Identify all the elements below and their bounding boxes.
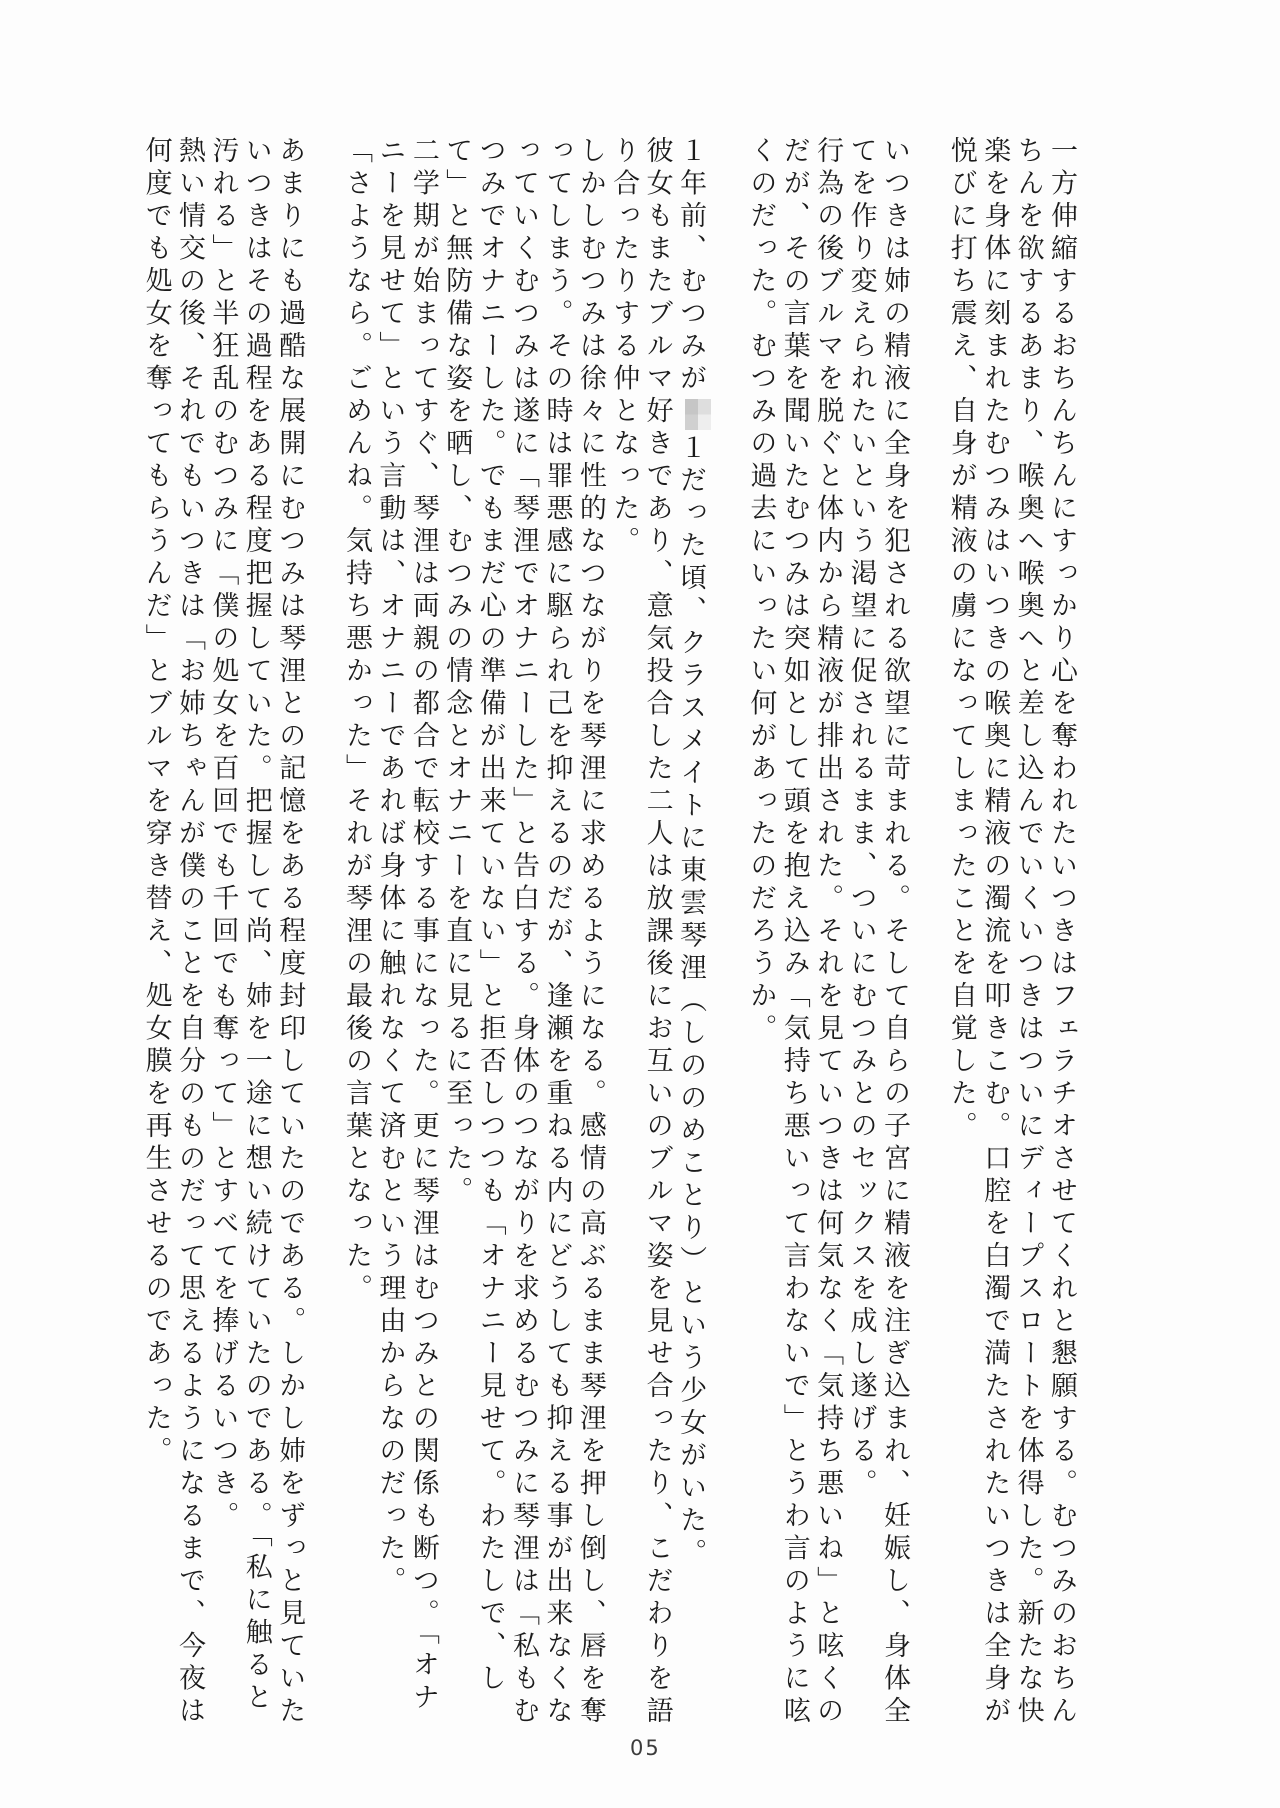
text-block	[139, 136, 1078, 1732]
paragraph-4-before-censor: １年前、むつみが	[675, 136, 707, 396]
paragraph-2: いつきは姉の精液に全身を犯される欲望に苛まれる。そして自らの子宮に精液を注ぎ込まれ、妊娠し、身体全てを作り変えられたいという渇望に促されるまま、ついにむつみとのセックスを成し遂げる。	[845, 136, 910, 1729]
paragraph-10: 熱い情交の後、それでもいつきは「お姉ちゃんが僕のことを自分のものだって思えるようになるまで、今夜は何度でも処女を奪ってもらうんだ」とブルマを穿き替え、処女膜を再生させるのであった。	[140, 136, 205, 1729]
paragraph-1: 一方伸縮するおちんちんにすっかり心を奪われたいつきはフェラチオさせてくれと懇願する。むつみのおちんちんを欲するあまり、喉奥へ喉奥へと差し込んでいくいつきはついにディープスロートを体得した。新たな快楽を身体に刻まれたむつみはいつきの喉奥に精液の濁流を叩きこむ。口腔を白濁で満たされたいつきは全身が悦びに打ち震え、自身が精液の虜になってしまったことを自覚した。	[945, 136, 1077, 1729]
censor-mosaic	[685, 399, 711, 430]
page-number: 05	[630, 1736, 661, 1760]
paragraph-5: 彼女もまたブルマ好きであり、意気投合した二人は放課後にお互いのブルマ姿を見せ合ったり、こだわりを語り合ったりする仲となった。	[608, 136, 673, 1729]
paragraph-4-after-censor: １だった頃、クラスメイトに東雲琴浬（しののめことり）という少女がいた。	[675, 433, 707, 1571]
paragraph-9: あまりにも過酷な展開にむつみは琴浬との記憶をある程度封印していたのである。しかし姉をずっと見ていたいつきはその過程をある程度把握していた。把握して尚、姉を一途に想い続けていたのである。「私に触ると汚れる」と半狂乱のむつみに「僕の処女を百回でも千回でも奪って」とすべてを捧げるいつき。	[207, 136, 306, 1729]
paragraph-7: 二学期が始まってすぐ、琴浬は両親の都合で転校する事になった。更に琴浬はむつみとの関係も断つ。「オナニーを見せて」という言動は、オナニーであれば身体に触れなくて済むという理由からなのだった。	[374, 136, 439, 1715]
paragraph-3: 行為の後ブルマを脱ぐと体内から精液が排出された。それを見ていつきは何気なく「気持ち悪いね」と呟くのだが、その言葉を聞いたむつみは突如として頭を抱え込み「気持ち悪いって言わないで」とうわ言のように呟くのだった。むつみの過去にいったい何があったのだろうか。	[745, 136, 844, 1729]
paragraph-8: 「さようなら。ごめんね。気持ち悪かった」それが琴浬の最後の言葉となった。	[341, 136, 372, 1306]
paragraph-4	[674, 136, 711, 1732]
paragraph-6: しかしむつみは徐々に性的なつながりを琴浬に求めるようになる。感情の高ぶるまま琴浬を押し倒し、唇を奪ってしまう。その時は罪悪感に駆られ己を抑えるのだが、逢瀬を重ねる内にどうしても抑える事が出来なくなっていくむつみは遂に「琴浬でオナニーした」と告白する。身体のつながりを求めるむつみに琴浬は「私もむつみでオナニーした。でもまだ心の準備が出来ていない」と拒否しつつも「オナニー見せて。わたしで、して」と無防備な姿を晒し、むつみの情念とオナニーを直に見るに至った。	[441, 136, 606, 1729]
